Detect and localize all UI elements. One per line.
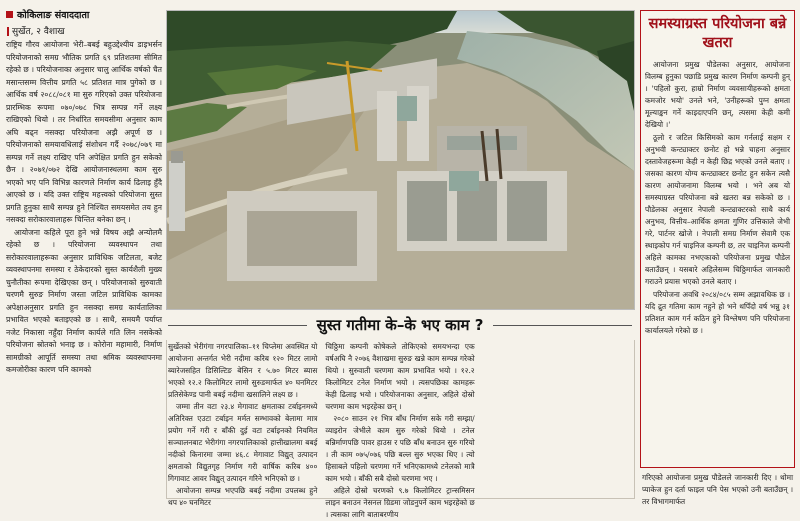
body-column-empty [483, 341, 632, 521]
body-column [325, 341, 474, 521]
article-paragraph: आयोजना कहिले पूरा हुने भन्ने विषय अझै अन्योलमै रहेको छ । परियोजना व्यवस्थापन तथा सरोकारवालाहरूका अनुसार प्राविधिक जटिलता, बजेट व्यवस्थापनमा समस्या र ठेकेदारको सुस्त कार्यशैली मुख्य चुनौतीका रूपमा देखिएका छन् । परियोजनाको सुरुवाती चरणमै सुरुङ निर्माण जस्ता जटिल प्राविधिक कामका अपेक्षाअनुसार प्रगति हुन नसक्दा समग्र कार्यतालिका प्रभावित भएको बताइएको छ । साथै, समयमै पर्याप्त नजेट निकासा नहुँदा निर्माण कार्यले गति लिन नसकेको परियोजना स्रोतको भनाइ छ । कोरोना महामारी, निर्माण सामग्रीको आपूर्ति समस्या तथा श्रमिक व्यवस्थापनमा कमजोरीका कारण पनि कामको [6, 227, 162, 374]
dateline-bar-icon [7, 27, 9, 36]
section-headline: सुस्त गतीमा के–के भए काम ? [316, 316, 484, 334]
bureau-marker-icon [6, 11, 13, 18]
sidebar-headline: समस्याग्रस्त परियोजना बन्ने खतरा [648, 16, 787, 51]
dateline [6, 24, 162, 37]
divider-line [493, 325, 632, 326]
section-body [168, 341, 632, 519]
body-column [168, 341, 317, 521]
sidebar-paragraph: ठूलो र जटिल किसिमको काम गर्नलाई सक्षम र अनुभवी कन्ट्याक्टर छनोट हो भन्ने चाहना अनुसार दस्तावेजहरूमा केही न केही छिद्र भएको उनले बताए । जसका कारण योग्य कन्ट्याक्टर छनोट हुन सकेन त्यसै कारण आयोजनामा विलम्ब भयो । भने अब यो समस्याग्रस्त परियोजना बन्ने खतरा बन्न सकेको छ । पौडेलका अनुसार नेपाली कन्ट्याक्टरको साथै कार्य अनुभव, वित्तीय–आर्थिक क्षमता गुणिर उत्तिकाले जेभी गरे, पार्टनर खोजे । नेपाली समग्र निर्माण सेवामै एक स्थाइकोप गर्न चाइनिज कम्पनी छ, तर चाइनिज कम्पनी अहिले कामका नभएकाको परियोजना प्रमुख पौडेल बताउँछन् । यसबारे अहिलेसम्म चिठ्ठिमार्फत जानकारी गराउने प्रयास भएको उनले बताए । [645, 133, 790, 286]
body-paragraph: आयोजना सम्पन्न भएपछि बबई नदीमा उपलब्ध हुने थप ४० घनमिटर [168, 486, 318, 507]
body-paragraph: सुर्खेतको भेरीगंगा नगरपालिका–११ चिप्लेमा अवस्थित यो आयोजना अन्तर्गत भेरी नदीमा करिब १२० मिटर लामो ब्यारेजसहित डिसिल्टिङ बेसिन र ५.७० मिटर ब्यास भएको १२.२ किलोमिटर लामो सुरुङमार्फत ४० घनमिटर प्रतिसेकेण्ड पानी बबई नदीमा खसालिने लक्ष्य छ । [168, 342, 318, 399]
bureau-name: कोकिलाङ संवाददाता [17, 10, 90, 21]
sidebar-footer-text: गरिएको आयोजना प्रमुख पौडेलले जानकारी दिए । थोमा प्याकेज हुन दर्ता फाइल पनि पेस भएको उनी बताउँछन् । तर विभागमार्फत [642, 473, 793, 506]
body-paragraph: चिठ्ठिमा कम्पनी कोषेकले तोकिएको समयभन्दा एक वर्षअघि नै २०७६ वैशाखमा सुरुङ खन्ने काम सम्पन्न गरेको थियो । सुरुवाती चरणमा काम प्रभावित भयो । १२.२ किलोमिटर टनेल निर्माण भयो । त्यसपछिका कामहरू केही ढिलाइ भयो । परियोजनाका अनुसार, अहिले दोस्रो चरणमा काम भइरहेका छन् । [325, 342, 475, 411]
right-sidebar [640, 10, 795, 506]
byline [6, 8, 162, 21]
sidebar-box [640, 10, 795, 468]
sidebar-paragraph: आयोजना प्रमुख पौडेलका अनुसार, आयोजना विलम्ब हुनुका पछाडि प्रमुख कारण निर्माण कम्पनी हुन् । 'पहिलो कुरा, हाम्रो निर्माण व्यवसायीहरूको क्षमता कमजोर भयो' उनले भने, 'उनीहरूको पुग्न क्षमता मूल्याङ्कन गर्ने काइदाएपनि छन्, त्यसमा केही कमी देखियो ।' [645, 60, 790, 129]
body-paragraph: अहिले दोस्रो चरणको ९.७ किलोमिटर ट्रान्समिसन लाइन बनाउन नेसनल ग्रिडमा जोडनुपर्ने काम भइरहेको छ । त्यसका लागि बाताबरणीय [325, 486, 475, 519]
left-article-column [6, 8, 162, 498]
body-paragraph: २०८० साउन २१ भित्र बाँध निर्माण सके गरी सम्झा/व्याइरोन जेभीले काम सुरु गरेको थियो । टनेल बन्निर्माणपछि पावर हाउस र पछि बाँध बनाउन सुरु गरियो । ती काम ०७५/०७६ पछि बल्ल सुरु भएका थिए । त्यो हिसाबले पहिलो चरणमा गर्ने भनिएकामध्ये टनेलको मात्रै काम भयो । बाँकी सबै दोस्रो चरणमा भए । [325, 414, 475, 483]
construction-site-image [167, 11, 634, 309]
sidebar-paragraph: परियोजना अवधि २०८४/०८५ सम्म अझावधिक छ । यदि द्रुत गतिमा काम नहुने हो भने थपिँदो वर्ष भन्नु ३१ प्रतिशत काम गर्न कठिन हुने विश्लेषण पनि परियोजना कार्यालयले गरेको छ । [645, 290, 790, 335]
divider-line [168, 325, 307, 326]
article-paragraph: राष्ट्रिय गौरव आयोजना भेरी–बबई बहुउद्देश्यीय डाइभर्सन परियोजनाको समग्र भौतिक प्रगति ६९ प्रतिशतमा सीमित रहेको छ । परियोजनाका अनुसार चालु आर्थिक वर्षको चैत मसान्तसम्म वित्तीय प्रगति ५८ प्रतिशत मात्र पुगेको छ । आर्थिक वर्ष २०८८/०८१ मा सुरु गरिएको उक्त परियोजना प्रारम्भिक रूपमा ०७०/०७८ भित्र सम्पन्न गर्ने लक्ष्य राखिएको थियो । तर निर्धारित समयसीमा अनुसार काम अघि बढ्न नसक्दा परियोजना अझै अपूर्ण छ । परियोजनाको समयावधिलाई संशोधन गर्दै २०७८/०७९ मा सम्पन्न गर्ने लक्ष्य राखिए पनि अपेक्षित प्रगति हुन सकेको छैन । २०७१/०७२ देखि आयोजनास्थलमा काम सुरु भएको भए पनि विभिन्न कारणले निर्माण कार्य ढिलाइ हुँदै आएको छ । यदि उक्त राष्ट्रिय महत्त्वको परियोजना सुस्त प्रगति हुनुका साथै सम्पन्न हुने निश्चित समयसमेत तय हुन नसक्दा सरोकारवालाहरू चिन्तित बनेका छन् । [6, 40, 162, 224]
section-header [168, 312, 632, 338]
dam-site-photo [166, 10, 635, 310]
dateline-text: सुर्खेत, २ वैशाख [12, 27, 65, 37]
body-paragraph: जम्मा तीन वटा २३.४ मेगावाट क्षमताका टर्बाइनमध्ये अतिरिक्त एउटा टर्बाइन मर्मत सम्भावको बेलामा मात्र प्रयोग गर्ने गरी र बाँकी दुई वटा टर्बाइनको नियमित सञ्चालनबाट भेरीगंगा नगरपालिकाको हात्तीखालमा बबई नदीको किनारमा जम्मा ४६.८ मेगावाट विद्युत् उत्पादन क्षमताको विद्युतगृह निर्माण गरी वार्षिक करिब ४०० गिगावाट आवर विद्युत् उत्पादन गरिने भनिएको छ । [168, 402, 318, 483]
